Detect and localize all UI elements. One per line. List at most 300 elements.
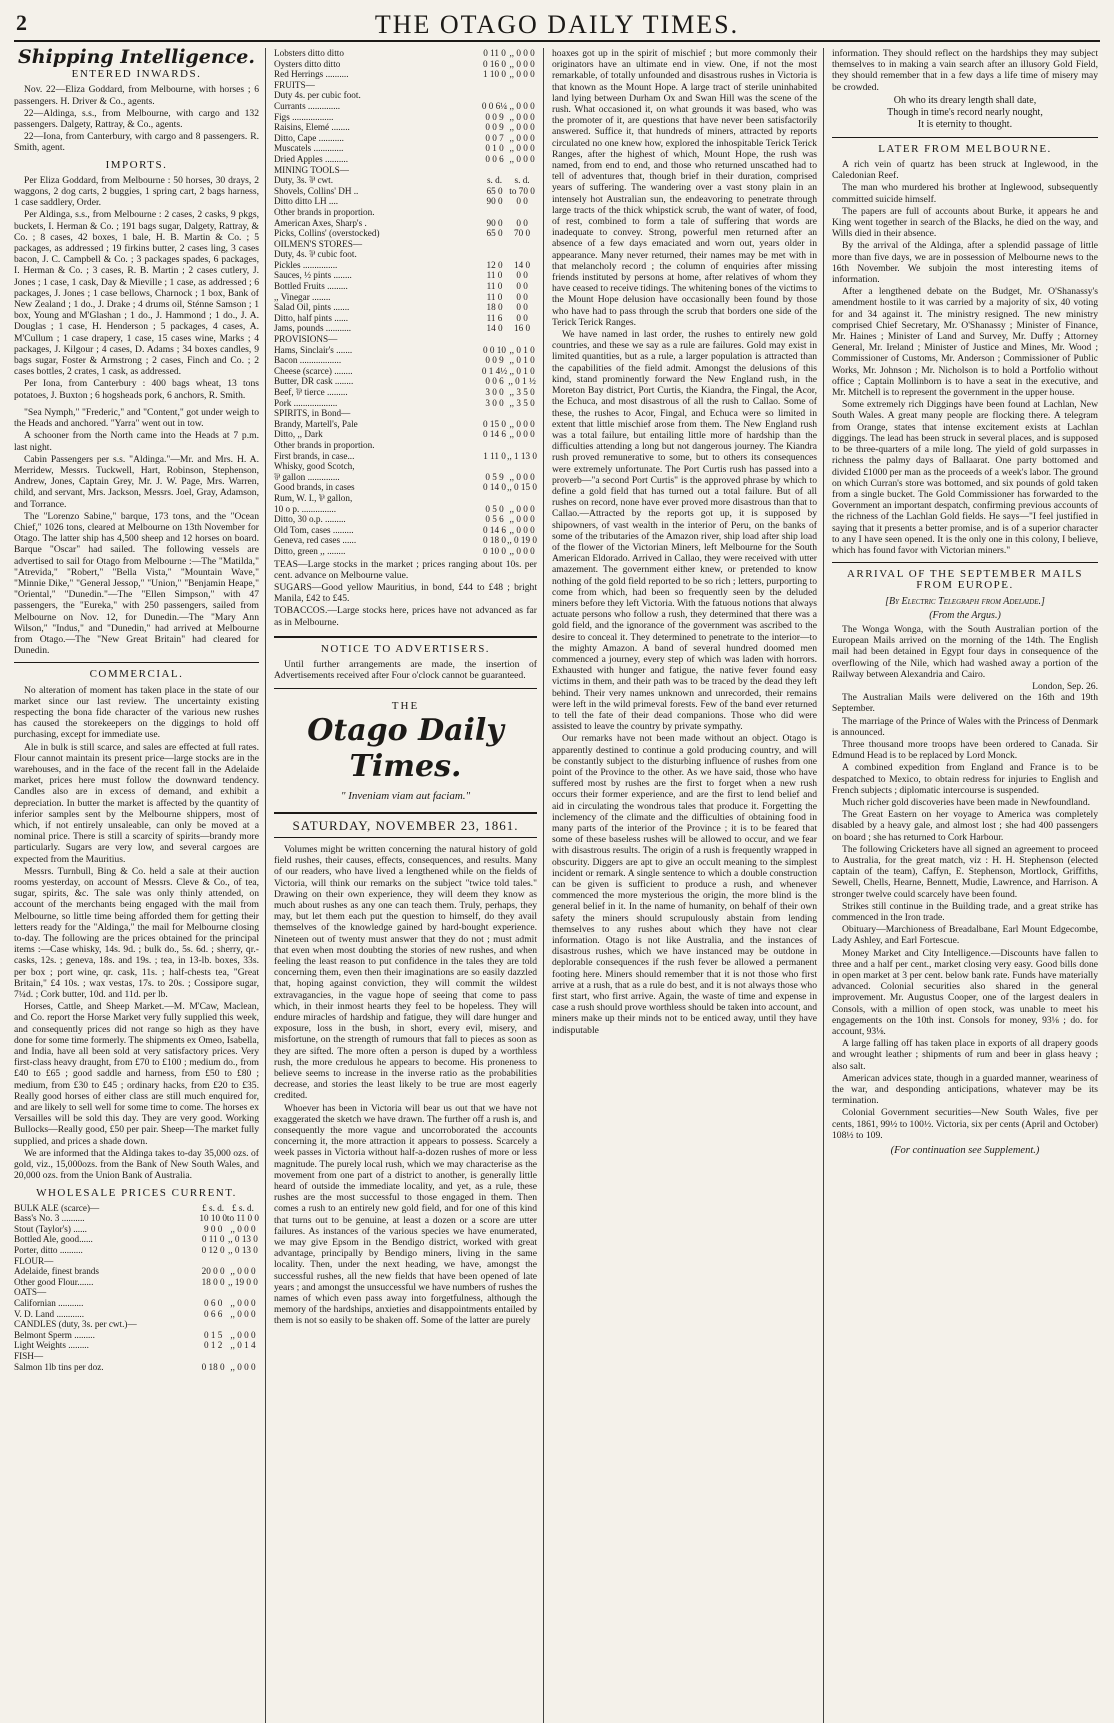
price-value: ,, 0 0 0 — [509, 153, 535, 164]
editorial-paragraph: Our remarks have not been made without an object. Otago is apparently destined to continue a gold producing country, and will be constantly subject to the disturbing influence of rushes from one point of the Province to the other. As we have said, those who have suffered most by rushes are the first to forget when a new rush occurs their former experience, and are the first to lend belief and aid in circulating the wondrous tales that produce it. Forgetting the inclemency of the climate and the difficulties of obtaining food in many parts of the interior of the Province ; it is to be feared that some of these baseless rushes will be allowed to occur, and we fear with disastrous results. The origin of a rush is frequently wrapped in obscurity. Diggers are apt to give an occult meaning to the simplest incident or remark. A single sentence to which a double construction can be given is sufficient to produce a rush, and whenever commenced the more mysterious the origin, the more blind is the general belief in it. In the name of humanity, on behalf of their own safety the miners should scrupulously abstain from lending themselves to any rushes about which they have not clear information. Otago is not like Australia, and the instances of disastrous rushes, which we have instanced may be outdone in deplorable consequences if the rush fever be allowed a permanent footing here. Miners should remember that it is not those who first arrive at a rush, that as a rule do best, and it is not always those who first start, who first arrive. Again, the waste of time and expense in case a rush should prove worthless should be taken into account, and miners make up their minds not to be enticed away, until they have indisputable — [552, 733, 817, 1036]
price-value: ,, 0 0 0 — [509, 69, 535, 80]
commercial-paragraph: We are informed that the Aldinga takes to-day 35,000 ozs. of gold, viz., 15,000ozs. from the Bank of New South Wales, and 20,000 ozs. from the Union Bank of Australia. — [14, 1147, 259, 1182]
price-item: 10 o p. ............... — [274, 503, 337, 514]
column-1 — [14, 48, 266, 1723]
commercial-paragraph: Ale in bulk is still scarce, and sales are effected at full rates. Flour cannot maintain its present price—large stocks are in the warehouses, and in the face of the recent fall in the Adelaide market, prices here must follow the downward tendency. Candles also are in excess of demand, and exhibit a depreciation. In butter the market is affected by the quantity of inferior samples sent by the Melbourne shippers, most of which, if not entirely unsaleable, can only be moved at a nominal price. There is still a scarcity of spirits—brandy more particularly. Sugars are very low, and several cargoes are expected from the Mauritius. — [14, 741, 259, 865]
price-row — [274, 440, 537, 451]
price-value: ,, 0 1 0 — [509, 344, 535, 355]
price-item: Adelaide, finest brands — [14, 1266, 99, 1277]
entered-item: 22—Iona, from Canterbury, with cargo and 8 passengers. R. Smith, agent. — [14, 131, 259, 154]
price-row — [274, 292, 537, 303]
price-value — [482, 440, 507, 451]
price-row — [274, 408, 537, 419]
price-row — [274, 186, 537, 197]
column-3 — [552, 48, 824, 1723]
price-row — [274, 154, 537, 165]
price-item: Belmont Sperm ......... — [14, 1329, 95, 1340]
price-value: ,, 0 0 0 — [509, 545, 535, 556]
price-item: Shovels, Collins' DH .. — [274, 185, 359, 196]
imports-item: Per Eliza Goddard, from Melbourne : 50 horses, 30 drays, 2 waggons, 2 dog carts, 2 buggies, 1 spring cart, 2 bags harness, 1 case saddlery, Order. — [14, 174, 259, 209]
price-row — [14, 1287, 259, 1298]
arrival-item: The Australian Mails were delivered on the 16th and 19th September. — [832, 692, 1098, 715]
price-value: 65 0 — [486, 228, 503, 239]
later-item: By the arrival of the Aldinga, after a splendid passage of little more than five days, we are in possession of Melbourne news to the 16th November. We subjoin the most interesting items of information. — [832, 240, 1098, 286]
brand-the: THE — [391, 700, 420, 713]
price-item: Ditto, 30 o.p. ......... — [274, 514, 346, 525]
price-value: 0 0 9 — [485, 355, 504, 366]
arrival-item: Strikes still continue in the Building trade, and a great strike has commenced in the Iron trade. — [832, 900, 1098, 924]
price-value: 0 0 9 — [485, 111, 504, 122]
price-value — [507, 239, 537, 250]
price-value: ,, 0 1 ½ — [508, 376, 536, 387]
price-row — [274, 69, 537, 80]
arrival-item: A large falling off has taken place in exports of all drapery goods and wrought leather ; shipments of rum and beer in glass heavy ; also salt. — [832, 1038, 1098, 1072]
price-row — [14, 1340, 259, 1351]
price-row — [274, 90, 537, 101]
price-value: to 11 0 0 — [226, 1213, 259, 1224]
price-row — [274, 419, 537, 430]
price-row — [14, 1245, 259, 1256]
price-row — [274, 461, 537, 472]
price-item: Figs .................. — [274, 111, 334, 122]
arrival-item: Colonial Government securities—New South Wales, five per cents, 1861, 99½ to 100½. Victoria, six per cents (April and October) 108½ to 109. — [832, 1107, 1098, 1141]
wholesale-heading: WHOLESALE PRICES CURRENT. — [36, 1186, 237, 1199]
price-row — [274, 472, 537, 483]
price-value — [227, 1287, 259, 1298]
arrival-item: A combined expedition from England and France is to be despatched to Mexico, to obtain redress for injuries to English and French subjects ; diplomatic intercourse is suspended. — [832, 762, 1098, 796]
price-row — [274, 228, 537, 239]
price-item: OATS— — [14, 1287, 47, 1298]
price-value: 0 0 9 — [485, 122, 504, 133]
price-row — [274, 175, 537, 186]
price-row — [274, 133, 537, 144]
price-value: 0 0 7 — [485, 132, 504, 143]
price-item: Pickles ............... — [274, 259, 338, 270]
price-row — [14, 1213, 259, 1224]
price-item: CANDLES (duty, 3s. per cwt.)— — [14, 1319, 137, 1330]
price-value — [227, 1256, 259, 1267]
price-value: 18 0 — [486, 302, 503, 313]
columns — [14, 48, 1100, 1723]
price-row — [274, 451, 537, 462]
later-item: A rich vein of quartz has been struck at Inglewood, in the Caledonian Reef. — [832, 159, 1098, 182]
price-value — [482, 408, 507, 419]
arrival-item: Three thousand more troops have been ordered to Canada. Sir Edmund Head is to be replaced by Lord Monck. — [832, 738, 1098, 762]
price-value: ,, 0 0 0 — [230, 1308, 256, 1319]
price-value — [507, 461, 537, 472]
price-item: Ditto ditto LH .... — [274, 196, 339, 207]
price-row — [274, 504, 537, 515]
price-value — [507, 90, 537, 101]
price-value — [199, 1287, 227, 1298]
price-row — [274, 429, 537, 440]
price-value — [227, 1319, 259, 1330]
price-item: Oysters ditto ditto — [274, 58, 341, 69]
arrival-item: The marriage of the Prince of Wales with the Princess of Denmark is announced. — [832, 715, 1098, 738]
price-row — [274, 207, 537, 218]
price-row — [14, 1319, 259, 1330]
price-value: 14 0 — [514, 259, 531, 270]
price-row — [274, 196, 537, 207]
price-item: Pork ................... — [274, 397, 338, 408]
price-value: 65 0 — [486, 185, 503, 196]
editorial-paragraph: hoaxes got up in the spirit of mischief ; but more commonly their originators have an ultimate end in view. One, if not the most remarkable, of totally unfounded and disastrous rushes in Victoria is that known as the Mount Hope. A large tract of sterile uninhabited land lying between Durham Ox and Swan Hill was the scene of the rush. What occasioned it, on what grounds it was based, who was the promoter of it, are questions that have never been satisfactorily answered. Suffice it, that hundreds of miners, attracted by reports circulated no one knew how, explored the inhospitable Terick Terick Ranges, after the highest of which, Mount Hope, the rush was named, from end to end, and those who returned unscathed had to tell of adventures that, though brief in their duration, comprised years of suffering. The wandering over a vast stony plain in an intensely hot Australian sun, the endeavoring to penetrate through large tracts of the thick whipstick scrub, the want of water, of food, of rest, combined to form a tale of suffering that words are inadequate to convey. Strong, powerful men returned after an absence of a few days emaciated and worn out, years older in appearance. Many never returned, their names may be met with in that melancholy record ; the column of enquiries after missing friends instituted by persons at home, after relatives of whom they have ceased to receive tidings. The whitening bones of the victims to the Mount Hope delusion have occasionally been found by those who have had to pass through the scrub that borders one side of the Terick Terick Ranges. — [552, 48, 817, 328]
price-value: ,, 3 5 0 — [509, 387, 535, 397]
price-value — [507, 249, 537, 260]
price-value: 0 18 0 — [201, 1361, 225, 1372]
price-row — [14, 1298, 259, 1309]
editorial-paragraph: Volumes might be written concerning the natural history of gold field rushes, their causes, effects, consequences, and results. Many of our readers, who have lived a lengthened while on the fields of Victoria, will think our remarks on the subject "twice told tales." Drawing on their own experience, they will deem they know as much about rushes as any one can teach them. Truly, perhaps, they may, but let them each put the question to himself, do they avail themselves of the knowledge gained by hard-bought experience. Nineteen out of twenty must answer that they do not ; must admit that even when most doubting the stories of new rushes, and when feeling the least reason to put confidence in the tales they are told concerning them, even then their imaginations are so easily dazzled that, hoping against conviction, they will commit the wildest extravagancies, in the vague hope of seeing that come to pass which, in their inmost hearts they feel to be hopeless. They will endure miracles of hardship and fatigue, they will dare hunger and exposure, loss in the bush, in short, every evil, misery, and misfortune, on the strength of rumours that fall to pieces as soon as they are sifted. The more often a person is duped by a worthless rush, the more credulous he appears to become. His proneness to believe seems to increase in the inverse ratio as the probabilities decrease, and stories the least likely to be true are most eagerly credited. — [274, 843, 537, 1102]
price-value: 90 0 — [486, 196, 503, 207]
price-value: ,, 0 0 0 — [509, 100, 535, 111]
price-value: ,, 0 0 0 — [509, 111, 535, 122]
price-item: Duty, 3s. ⅌ cwt. — [274, 175, 334, 186]
price-item: Other good Flour....... — [14, 1276, 94, 1287]
masthead — [14, 6, 1100, 42]
price-value: 0 6 0 — [203, 1298, 223, 1309]
price-item: Old Tom, cases ......... — [274, 524, 354, 535]
price-item: Lobsters ditto ditto — [274, 48, 344, 58]
price-value: 20 0 0 — [201, 1266, 225, 1277]
editorial-paragraph: Whoever has been in Victoria will bear us out that we have not exaggerated the sketch we have drawn. The further off a rush is, and consequently the more vague and uncorroborated the accounts concerning it, the more attraction it appears to possess. Scarcely a week passes in Victoria without half-a-dozen rushes of more or less magnitude. The purely local rush, which we may characterise as the movement from one part of a district to another, is generally little heard of outside the immediate locality, and yet, as a rule, these rushes are the most successful to those engaged in them. Then comes a rush to an entirely new gold field, and for one of this kind that turns out to be genuine, at least a dozen or a score are utter failures. As instances of the various species we have enumerated, we may give Epsom in the Bendigo district, worked with great advantage, principally by Bendigo miners, living in the same locality. Then, under the next heading, we have, amongst the successful rushes, all the new fields that have been opened of late years ; and amongst the unsuccessful we have numbers of rushes the names of which even pass away into forgetfulness, although the memory of the hardships, anxieties and disappointments entailed by them is not so easily to be shaken off. Some of the latter are purely — [274, 1102, 537, 1327]
london-dateline: London, Sep. 26. — [1032, 680, 1098, 692]
price-item: Hams, Sinclair's ....... — [274, 344, 353, 355]
price-item: Duty 4s. per cubic foot. — [274, 90, 361, 101]
price-row — [274, 218, 537, 229]
price-value: ,, 0 13 0 — [228, 1234, 258, 1245]
price-value: ,, 0 0 0 — [230, 1361, 256, 1372]
price-value: 0 11 0 — [201, 1234, 225, 1245]
dateline: SATURDAY, NOVEMBER 23, 1861. — [274, 812, 537, 838]
price-value: ,, 19 0 0 — [228, 1276, 258, 1287]
market-note: TEAS—Large stocks in the market ; prices ranging about 10s. per cent. advance on Melbourne value. — [274, 558, 537, 581]
price-value: 0 1 5 — [203, 1329, 223, 1340]
price-row — [274, 122, 537, 133]
price-value: ,, 0 0 0 — [230, 1329, 256, 1340]
price-value: ,, 0 1 4 — [230, 1340, 256, 1351]
price-row — [274, 323, 537, 334]
price-value: 3 0 0 — [485, 397, 504, 408]
price-value: 0 0 — [516, 196, 528, 207]
price-item: Bass's No. 3 .......... — [14, 1213, 85, 1224]
price-item: Currants .............. — [274, 100, 341, 111]
price-item: Bottled Fruits ......... — [274, 281, 348, 292]
price-value: 0 1 4½ — [481, 365, 508, 376]
paper-brand — [274, 701, 537, 801]
shipping-news-item: A schooner from the North came into the Heads at 7 p.m. last night. — [14, 430, 259, 453]
imports-heading: IMPORTS. — [105, 158, 168, 171]
price-value: 0 11 0 — [483, 48, 506, 58]
price-value: 0 0 10 — [483, 344, 506, 355]
price-row — [274, 112, 537, 123]
price-row — [14, 1277, 259, 1288]
price-item: FLOUR— — [14, 1255, 54, 1266]
price-item: Other brands in proportion. — [274, 439, 375, 450]
price-row — [274, 345, 537, 356]
entered-item: 22—Aldinga, s.s., from Melbourne, with cargo and 132 passengers. Dalgety, Rattray, & Co., agents. — [14, 107, 259, 131]
price-value: 0 14 0 — [483, 482, 506, 493]
price-value: 90 0 — [486, 217, 503, 228]
price-value: ,, 0 0 0 — [509, 471, 535, 482]
entered-item: Nov. 22—Eliza Goddard, from Melbourne, with horses ; 6 passengers. H. Driver & Co., agents. — [14, 84, 259, 107]
price-row — [274, 249, 537, 260]
price-row — [14, 1330, 259, 1341]
price-value: 0 10 0 — [483, 545, 506, 556]
price-row — [274, 366, 537, 377]
arrival-intro: The Wonga Wonga, with the South Australian portion of the European Mails arrived on the morning of the 14th. The English mail had been detained in Egypt four days in consequence of the overflowing of the Nile, which had washed away a portion of the Railway between Alexandria and Cairo. — [832, 623, 1098, 680]
price-value — [482, 249, 507, 260]
commercial-paragraph: Horses, Cattle, and Sheep Market.—M. M'Caw, Maclean, and Co. report the Horse Market very fully supplied this week, and consequently prices did not range so high as they have done for some time formerly. The shipments ex Omeo, Isabella, and India, have all been sold at very satisfactory prices. Very first-class heavy draught, from £70 to £100 ; medium do., from £40 to £65 ; good saddle and harness, from £50 to £80 ; medium, from £30 to £45 ; ordinary hacks, from £20 to £35. Really good horses of either class are still much enquired for, and are likely to sell well for some time to come. The horses ex Versailles will be sold this day. They are very good. Working Bullocks—Really good, £50 per pair. Sheep—The market fully supplied, and prices a shade down. — [14, 1001, 259, 1147]
arrival-item: The Great Eastern on her voyage to America was completely disabled by a heavy gale, and almost lost ; she had 400 passengers on board ; she has returned to Cork Harbour. — [832, 809, 1098, 843]
price-item: Bacon .................. — [274, 355, 342, 366]
price-value — [507, 207, 537, 218]
shipping-news-item: "Sea Nymph," "Frederic," and "Content," got under weigh to the Heads and anchored. "Yarra" went out in tow. — [14, 406, 259, 430]
source-line: (From the Argus.) — [929, 609, 1001, 621]
price-value: 0 1 2 — [203, 1340, 223, 1351]
price-row — [274, 80, 537, 91]
price-row — [274, 313, 537, 324]
column-4 — [832, 48, 1104, 1723]
price-value: 0 0 — [516, 302, 528, 313]
price-value: 0 0 — [516, 312, 528, 323]
price-value: 0 1 0 — [485, 143, 504, 154]
price-value: 0 14 6 — [483, 524, 506, 535]
price-item: Porter, ditto .......... — [14, 1245, 83, 1256]
price-value: £ s. d. — [231, 1202, 254, 1213]
price-row — [274, 260, 537, 271]
commercial-paragraph: No alteration of moment has taken place in the state of our market since our last review. The uncertainty existing respecting the bona fide character of the various new rushes has caused the storekeepers on the diggings to hold off purchasing, except for immediate use. — [14, 684, 259, 741]
brand-name: Otago Daily Times. — [307, 712, 504, 784]
price-item: V. D. Land ............ — [14, 1308, 85, 1319]
price-value: 14 0 — [486, 323, 503, 334]
price-item: Whisky, good Scotch, — [274, 461, 355, 472]
price-value: ,, 0 0 0 — [509, 503, 535, 514]
market-note: SUGARS—Good yellow Mauritius, in bond, £44 to £48 ; bright Manila, £42 to £45. — [274, 581, 537, 605]
price-value: 1 10 0 — [483, 69, 506, 80]
price-value: 0 0 — [516, 281, 528, 292]
price-value: 11 6 — [486, 312, 503, 323]
price-item: PROVISIONS— — [274, 334, 338, 345]
later-item: The papers are full of accounts about Burke, it appears he and King went together in search of the Blacks, he died on the way, and Wills died in their absence. — [832, 205, 1098, 240]
price-value: 12 0 — [486, 259, 503, 270]
price-row — [274, 387, 537, 398]
arrival-item: The following Cricketers have all signed an agreement to proceed to Australia, for the great match, viz : H. H. Stephenson (elected captain of the team), Caffyn, E. Stephenson, Mortlock, Griffiths, Sewell, Chells, Hearne, Bennett, Mudie, Lawrence, and Harrison. A stronger twelve could scarcely have been found. — [832, 843, 1098, 900]
price-item: American Axes, Sharp's . — [274, 217, 367, 228]
price-value — [482, 461, 507, 472]
price-row — [274, 239, 537, 250]
price-value — [199, 1256, 227, 1267]
price-item: Californian ........... — [14, 1298, 84, 1309]
price-item: Brandy, Martell's, Pale — [274, 418, 358, 429]
price-value: ,, 0 1 0 — [509, 355, 535, 366]
notice-text: Until further arrangements are made, the insertion of Advertisements received after Four o'clock cannot be guaranteed. — [274, 658, 537, 682]
later-item: The man who murdered his brother at Inglewood, subsequently committed suicide himself. — [832, 182, 1098, 205]
price-value — [199, 1351, 227, 1362]
price-item: Ditto, half pints ...... — [274, 312, 349, 323]
price-item: Beef, ⅌ tierce ......... — [274, 387, 348, 397]
later-item: Some extremely rich Diggings have been found at Lachlan, New South Wales. A great many people are flocking there. A telegram from Orange, states that intense excitement exists at Lachlan diggings. The lead has been struck in several places, and is supposed to be three-quarters of a mile long. The yield of gold surpasses in richness the palmy days of Ballaarat. One party bottomed and divided £1000 per man as the proceeds of a week's labor. The ground on which Curran's store was bottomed, and six pounds of gold taken from a single bucket. The Gold Commissioner has forwarded to the Government an important despatch, confirming previous accounts of the richness of the Lachlan Gold fields. He says—"I feel justified in saying that it presents a better promise, and is of a superior character to any I have seen opened. It is the only one in this colony, I believe, which has found favor with Victorian miners." — [832, 399, 1098, 556]
arrival-item: Money Market and City Intelligence.—Discounts have fallen to three and a half per cent., market closing very easy. Good bills done in open market at 3 per cent. below bank rate. Funds have materially advanced. Colonial securities also shared in the general improvement. Mr. Augustus Cooper, one of the largest dealers in Consols, with a million of open stock, was unable to meet his engagements on the 10th inst. Consols for money, 93⅛ ; do. for account, 93⅛. — [832, 947, 1098, 1038]
price-value — [507, 408, 537, 419]
price-row — [14, 1362, 259, 1373]
price-value: 0 0 — [516, 291, 528, 302]
poem — [832, 95, 1098, 131]
price-item: ,, Vinegar ........ — [274, 291, 331, 302]
price-row — [274, 535, 537, 546]
editorial-closing: information. They should reflect on the hardships they may subject themselves to in making a vain search after an illusory Gold Field, they should remember that in a few days a life time of misery may be crowded. — [832, 48, 1098, 93]
later-item: After a lengthened debate on the Budget, Mr. O'Shanassy's amendment hostile to it was carried by a majority of six, 40 voting for and 34 against it. The ministry resigned. The new ministry comprised Chief Secretary, Mr. O'Shanassy ; Minister of Finance, Mr. Haines ; Minister of Land and Survey, Mr. Duffy ; Attorney General, Mr. Ireland ; Minister of Justice and Mines, Mr. Wood ; Commissioner of Customs, Mr. Anderson ; Commissioner of Public Works, Mr. Johnson ; Mr. Nicholson is to hold a Portfolio without office ; Captain Mollinborn is to have a seat in the executive, and Mr. Mitchell is to represent the government in the upper house. — [832, 286, 1098, 399]
entered-inwards-heading: ENTERED INWARDS. — [71, 68, 202, 81]
poem-line: It is eternity to thought. — [917, 118, 1013, 130]
price-item: Butter, DR cask ........ — [274, 376, 354, 387]
price-value: ,, 0 0 0 — [230, 1266, 256, 1277]
newspaper-title: THE OTAGO DAILY TIMES. — [374, 10, 740, 39]
price-value: ,, 0 1 0 — [509, 365, 535, 376]
commercial-heading: COMMERCIAL. — [14, 662, 259, 680]
brand-motto: " Inveniam viam aut faciam." — [340, 789, 471, 802]
telegraph-line: [By Electric Telegraph from Adelaide.] — [885, 595, 1045, 607]
price-value — [199, 1319, 227, 1330]
price-item: Jams, pounds ........... — [274, 323, 352, 334]
price-row — [14, 1203, 259, 1214]
price-value: ,, 0 0 0 — [509, 48, 535, 58]
price-value: 9 0 0 — [203, 1223, 223, 1234]
price-item: Bottled Ale, good...... — [14, 1234, 93, 1245]
price-value: ,, 0 19 0 — [507, 535, 537, 546]
price-row — [274, 546, 537, 557]
price-item: Ditto, green ,, ........ — [274, 545, 346, 556]
commercial-paragraph: Messrs. Turnbull, Bing & Co. held a sale at their auction rooms yesterday, on account of Messrs. Cleve & Co., of tea, sugar, spirits, &c. The sale was only thinly attended, on account of the merchants being engaged with the mail from Melbourne, so little time being afforded them for getting their letters ready for the "Aldinga," the mail for Melbourne closing to-day. The following are the prices obtained for the principal items :—Case whisky, 14s. 9d. ; bulk do., 5s. 6d. ; sherry, qr.-casks, 12s. ; geneva, 18s. and 19s. ; tea, in 13-lb. boxes, 33s. per box ; port wine, qr. cask, 11s. ; half-chests tea, "Great Britain," £4 10s. ; wax vestas, 17s. to 20s. ; Cossipore sugar, 7¼d. ; Cork butter, 10d. and 11d. per lb. — [14, 865, 259, 1001]
price-table-2 — [274, 48, 537, 557]
price-row — [14, 1256, 259, 1267]
price-value: ,, 0 0 0 — [230, 1223, 256, 1234]
price-value: 0 0 — [516, 270, 528, 281]
price-value — [482, 80, 507, 91]
price-value — [482, 90, 507, 101]
price-row — [274, 514, 537, 525]
price-value — [482, 207, 507, 218]
price-item: Geneva, red cases ...... — [274, 535, 357, 546]
price-item: Muscatels ............. — [274, 143, 344, 154]
arrival-item: American advices state, though in a guarded manner, weariness of the war, and desponding anticipations, whatever may be its termination. — [832, 1072, 1098, 1107]
price-value: 11 0 — [486, 270, 503, 281]
column-2 — [274, 48, 544, 1723]
price-value: 0 0 — [516, 217, 528, 228]
price-value: 10 10 0 — [199, 1213, 227, 1224]
price-item: Salad Oil, pints ....... — [274, 302, 350, 313]
imports-item: Per Aldinga, s.s., from Melbourne : 2 cases, 2 casks, 9 pkgs, buckets, I. Herman & Co. ; 191 bags sugar, Dalgety, Rattray, & Co. ; 8 cases, 42 boxes, 1 bale, H. B. Martin & Co. ; 5 packages, as addressed ; 19 firkins butter, 2 cases ling, 3 cases bacon, J. C. Campbell & Co. ; 3 packages spades, 6 packages, I. Herman & Co. ; 3 cases, R. B. Martin ; 2 cases cutlery, J. Jones ; 1 case, 1 cask, Day & Mieville ; 1 case, as addressed ; 6 packages, J. Jones ; 1 case bellows, Charnock ; 1 box, Bank of New Zealand ; 1 do., J. Drake ; 4 drums oil, Sténne Samson ; 1 box, Young and M'Glashan ; 1 do., J. Hammond ; 1 do., J. A. Douglas ; 1 case, H. Henderson ; 5 packages, 4 cases, A. M'Cullum ; 1 case drapery, 1 case, 15 cases wine, Marks ; 4 packages, J. Kilgour ; 4 cases, D. Adams ; 34 boxes candles, 9 bags sugar, Foster & Armstrong ; 2 cases, Finch and Co. ; 2 cases bottles, 2 crates, 1 cask, as addressed. — [14, 209, 259, 378]
price-value: 0 5 9 — [485, 471, 504, 482]
price-item: Raisins, Elemé ........ — [274, 122, 350, 133]
price-item: Cheese (scarce) ........ — [274, 365, 353, 376]
price-item: ⅌ gallon .............. — [274, 471, 340, 482]
price-value: 0 16 0 — [483, 58, 506, 69]
price-item: FISH— — [14, 1351, 44, 1362]
price-value: 0 0 6¼ — [481, 100, 508, 111]
price-item: FRUITS— — [274, 79, 315, 90]
price-value: ,, 0 0 0 — [509, 132, 535, 143]
price-value — [227, 1351, 259, 1362]
price-row — [274, 143, 537, 154]
price-value: ,, 0 0 0 — [509, 514, 535, 525]
price-value: ,, 0 0 0 — [509, 122, 535, 133]
price-value — [507, 440, 537, 451]
price-value: 18 0 0 — [201, 1276, 225, 1287]
arrival-item: Much richer gold discoveries have been made in Newfoundland. — [842, 796, 1091, 808]
price-value: 11 0 — [486, 291, 503, 302]
price-value: 0 5 6 — [485, 514, 504, 525]
price-table-1 — [14, 1203, 259, 1373]
price-value: 0 0 6 — [485, 153, 504, 164]
price-row — [274, 334, 537, 345]
price-value: 1 11 0 — [483, 450, 506, 461]
price-row — [274, 398, 537, 409]
shipping-news-item: The "Lorenzo Sabine," barque, 173 tons, and the "Ocean Chief," 1026 tons, cleared at Melbourne on 13th November for Otago. The latter ship has 4,500 sheep and 12 horses on board. Barque "Oscar" had sailed. The following vessels are advertised to sail for Otago from Melbourne :—The "Matilda," "Atrevida," "Robert," "Bella Vista," "Mountain Wave," "Minnie Dike," "General Jessop," "Union," "Benjamin Heape," "Oriental," "Dunedin."—The "Ellen Simpson," with 47 passengers, the "Eureka," with 250 passengers, sailed from Melbourne on Nov. 12, for Dunedin.—The "Mary Ann Wilson," "Indus," and "Dunedin," had arrived at Melbourne from Otago.—The "New Great Britain" had cleared for Dunedin. — [14, 510, 259, 657]
price-value: s. d. — [486, 175, 503, 186]
price-item: Duty, 4s. ⅌ cubic foot. — [274, 249, 357, 260]
price-row — [274, 165, 537, 176]
price-row — [14, 1309, 259, 1320]
price-value: 70 0 — [514, 228, 531, 239]
price-item: Salmon 1lb tins per doz. — [14, 1361, 104, 1372]
price-value — [507, 493, 537, 504]
price-row — [274, 302, 537, 313]
price-item: Sauces, ½ pints ........ — [274, 270, 352, 281]
price-item: Rum, W. I., ⅌ gallon, — [274, 492, 353, 503]
price-row — [274, 59, 537, 70]
price-value: 3 0 0 — [485, 387, 504, 397]
price-value: ,, 0 0 0 — [230, 1298, 256, 1309]
price-value: 16 0 — [514, 323, 531, 334]
price-row — [14, 1266, 259, 1277]
poem-line: Oh who its dreary length shall date, — [893, 94, 1037, 106]
price-item: MINING TOOLS— — [274, 164, 349, 175]
arrival-item: Obituary—Marchioness of Breadalbane, Earl Mount Edgecombe, Lady Ashley, and Earl Fortescue. — [832, 924, 1098, 947]
price-value: 0 6 6 — [203, 1308, 223, 1319]
price-row — [14, 1224, 259, 1235]
price-value: ,, 0 13 0 — [228, 1245, 258, 1256]
price-value: 11 0 — [486, 281, 503, 292]
price-value: ,, 0 0 0 — [509, 429, 535, 440]
price-value: 0 14 6 — [483, 429, 506, 440]
price-row — [274, 270, 537, 281]
price-value: 0 12 0 — [201, 1245, 225, 1256]
price-value: ,, 0 0 0 — [509, 58, 535, 69]
market-note: TOBACCOS.—Large stocks here, prices have not advanced as far as in Melbourne. — [274, 605, 537, 628]
price-item: Ditto, ,, Dark — [274, 429, 323, 440]
price-item: BULK ALE (scarce)— — [14, 1202, 100, 1213]
price-row — [14, 1351, 259, 1362]
price-item: Light Weights ......... — [14, 1340, 89, 1351]
price-value — [482, 493, 507, 504]
price-value — [507, 165, 537, 176]
price-item: Other brands in proportion. — [274, 206, 375, 217]
price-row — [274, 281, 537, 292]
shipping-news-item: Cabin Passengers per s.s. "Aldinga."—Mr. and Mrs. H. A. Merridew, Messrs. Tuckwell, Hart, Robinson, Stephenson, Andrew, Jones, Captain Grey, Mr. J. W. Page, Mrs. Warren, child, and servant, Mrs. Jackson, Messrs. Joel, Gray, Adamson, and Torrance. — [14, 453, 259, 510]
imports-item: Per Iona, from Canterbury : 400 bags wheat, 13 tons potatoes, J. Buxton ; 6 hogsheads pork, 6 anchors, R. Smith. — [14, 378, 259, 401]
price-item: Dried Apples .......... — [274, 153, 349, 164]
price-value — [482, 334, 507, 345]
arrival-heading: ARRIVAL OF THE SEPTEMBER MAILS FROM EUROPE. — [832, 562, 1098, 591]
price-row — [14, 1234, 259, 1245]
price-item: Good brands, in cases — [274, 482, 355, 493]
later-heading: LATER FROM MELBOURNE. — [832, 137, 1098, 155]
page-number: 2 — [16, 10, 27, 35]
price-value: ,, 0 0 0 — [509, 143, 535, 154]
price-row — [274, 101, 537, 112]
continuation-note: (For continuation see Supplement.) — [890, 1145, 1040, 1157]
price-value: ,, 0 15 0 — [507, 482, 537, 493]
